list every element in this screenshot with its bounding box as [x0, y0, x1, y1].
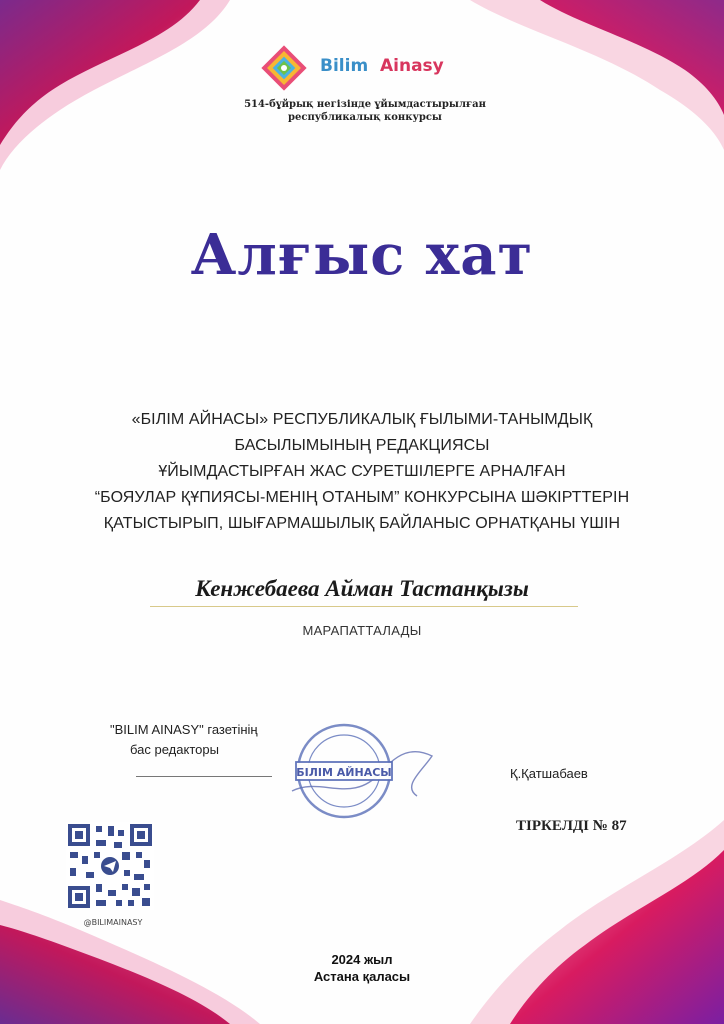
body-text-line-2: БАСЫЛЫМЫНЫҢ РЕДАКЦИЯСЫ [234, 437, 490, 454]
body-text-line-5: ҚАТЫСТЫРЫП, ШЫҒАРМАШЫЛЫҚ БАЙЛАНЫС ОРНАТҚАНЫ ҮШІН [103, 515, 621, 532]
stamp-text: БІЛІМ АЙНАСЫ [296, 766, 392, 779]
brand-name-ainasy: Ainasy [380, 56, 444, 76]
registration-number: ТІРКЕЛДІ № 87 [516, 818, 627, 834]
qr-code-icon[interactable] [66, 822, 154, 910]
body-text-line-1: «БІЛІМ АЙНАСЫ» РЕСПУБЛИКАЛЫҚ ҒЫЛЫМИ-ТАНЫМДЫҚ [131, 411, 593, 428]
bilim-ainasy-logo-icon [258, 42, 310, 94]
issue-year: 2024 жыл [331, 952, 393, 967]
brand-logo [258, 42, 468, 94]
qr-handle: @BILIMAINASY [83, 918, 143, 927]
header-subtitle-line1: 514-бұйрық негізінде ұйымдастырылған [244, 99, 486, 110]
body-text-line-4: “БОЯУЛАР ҚҰПИЯСЫ-МЕНІҢ ОТАНЫМ” КОНКУРСЫНА ШӘКІРТТЕРІН [94, 489, 630, 506]
recipient-name: Кенжебаева Айман Тастанқызы [195, 576, 529, 601]
editor-title-line2: бас редакторы [130, 742, 219, 757]
wave-bottom-left [0, 925, 230, 1024]
official-stamp [282, 716, 452, 826]
awarded-label: МАРАПАТТАЛАДЫ [302, 623, 422, 638]
body-text-line-3: ҰЙЫМДАСТЫРҒАН ЖАС СУРЕТШІЛЕРГЕ АРНАЛҒАН [158, 463, 566, 480]
header-subtitle-line2: республикалық конкурсы [288, 112, 442, 123]
brand-name-bilim: Bilim [320, 56, 369, 76]
signer-name: Қ.Қатшабаев [510, 766, 588, 781]
issue-city: Астана қаласы [313, 969, 411, 984]
editor-title-line1: "BILIM AINASY" газетінің [110, 722, 258, 737]
recipient-underline [150, 606, 578, 607]
certificate-title: Алғыс хат [190, 222, 534, 288]
signature-line [136, 776, 272, 777]
